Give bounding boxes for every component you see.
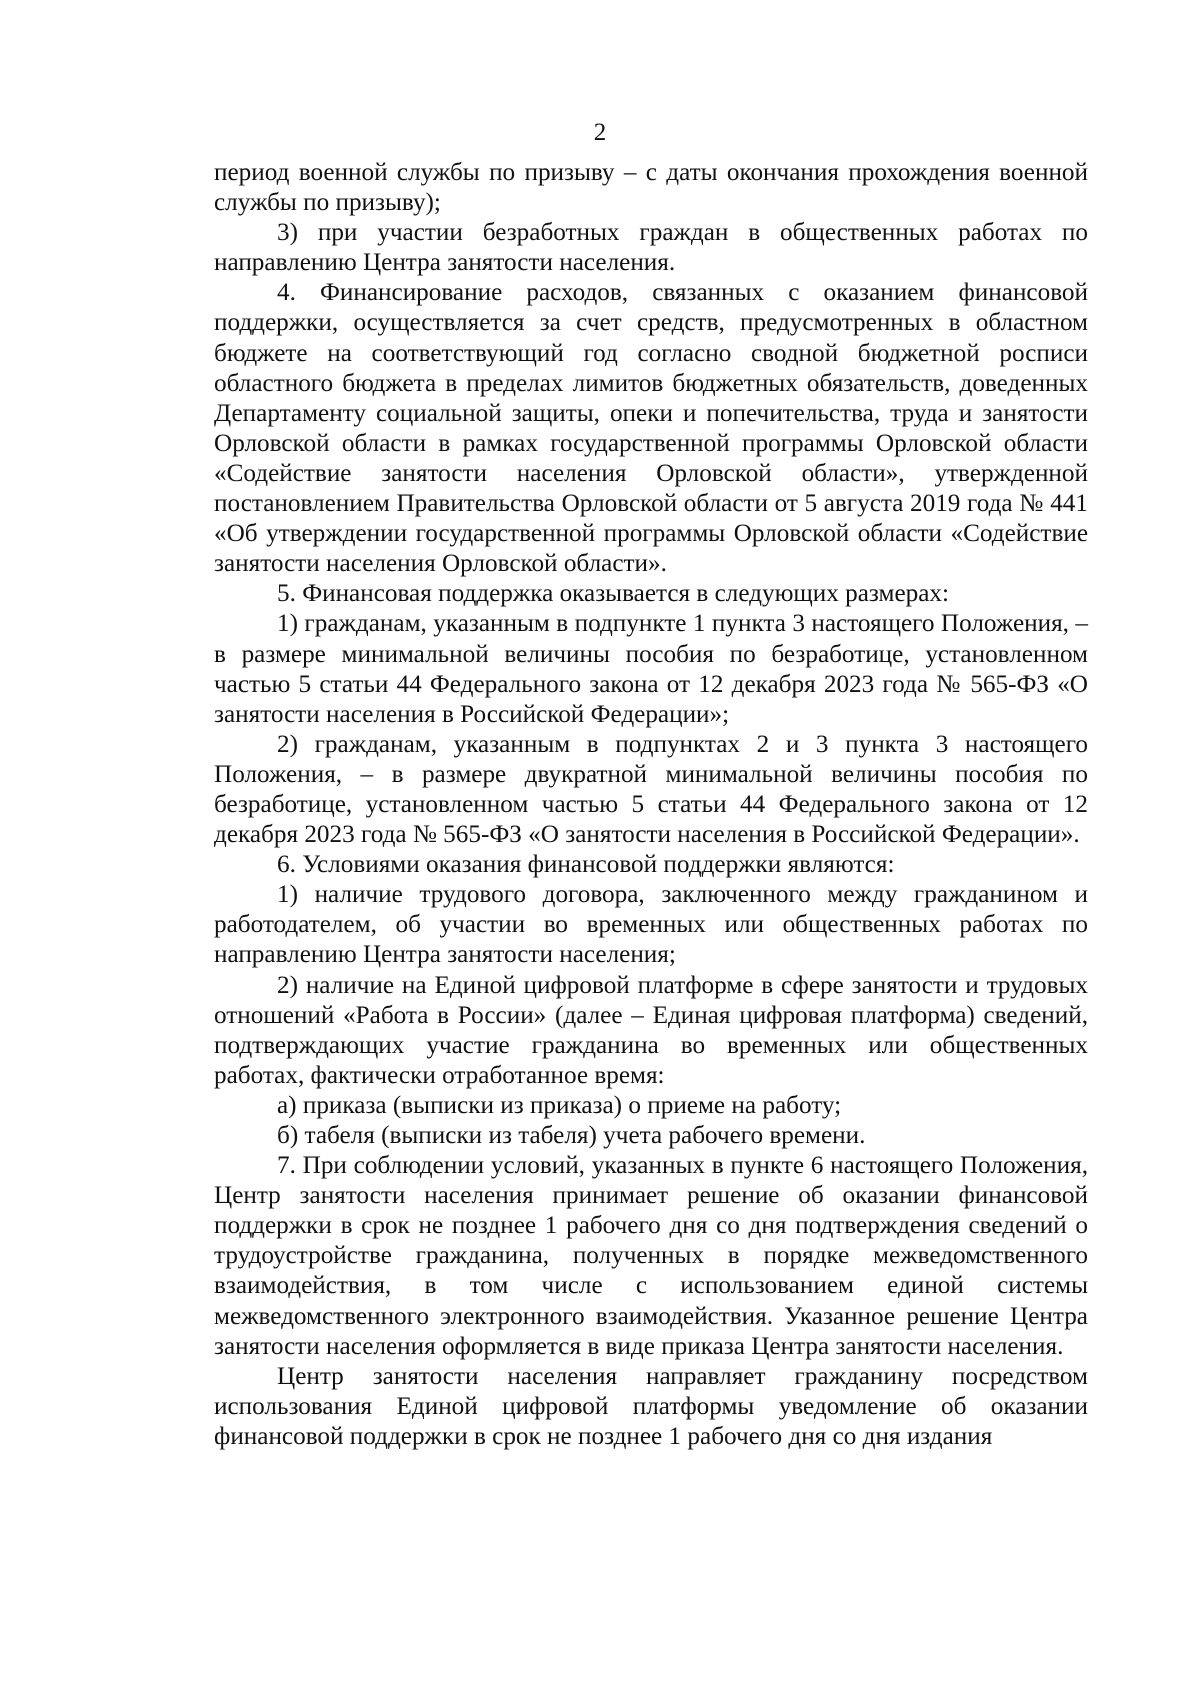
- paragraph-item-6-2-a: а) приказа (выписки из приказа) о приеме на работу;: [277, 1091, 842, 1119]
- paragraph-item-6-2: 2) наличие на Единой цифровой платформе в сфере занятости и трудовых отношений «Работа в России» (далее – Единая цифровая платформа) сведений, подтверждающих участие гражданина во временных или общественных работах, фактически отработанное время:: [214, 971, 1088, 1089]
- paragraph-notification: Центр занятости населения направляет гражданину посредством использования Единой цифровой платформы уведомление об оказании финансовой поддержки в срок не позднее 1 рабочего дня со дня издания: [214, 1362, 1088, 1450]
- paragraph-item-6-1: 1) наличие трудового договора, заключенного между гражданином и работодателем, об участии во временных или общественных работах по направлению Центра занятости населения;: [214, 881, 1088, 969]
- paragraph-item-3-3: 3) при участии безработных граждан в общественных работах по направлению Центра занятости населения.: [214, 219, 1088, 277]
- paragraph-item-6-2-b: б) табеля (выписки из табеля) учета рабочего времени.: [277, 1122, 866, 1149]
- paragraph-clause-7: 7. При соблюдении условий, указанных в пункте 6 настоящего Положения, Центр занятости населения принимает решение об оказании финансовой поддержки в срок не позднее 1 рабочего дня со дня подтверждения сведений о трудоустройстве гражданина, полученных в порядке межведомственного взаимодействия, в том числе с использованием единой системы межведомственного электронного взаимодействия. Указанное решение Центра занятости населения оформляется в виде приказа Центра занятости населения.: [214, 1152, 1088, 1360]
- paragraph-clause-6: 6. Условиями оказания финансовой поддержки являются:: [277, 851, 895, 879]
- paragraph-clause-4: 4. Финансирование расходов, связанных с оказанием финансовой поддержки, осуществляется за счет средств, предусмотренных в областном бюджете на соответствующий год согласно сводной бюджетной росписи областного бюджета в пределах лимитов бюджетных обязательств, доведенных Департаменту социальной защиты, опеки и попечительства, труда и занятости Орловской области в рамках государственной программы Орловской области «Содействие занятости населения Орловской области», утвержденной постановлением Правительства Орловской области от 5 августа 2019 года № 441 «Об утверждении государственной программы Орловской области «Содействие занятости населения Орловской области».: [214, 279, 1088, 578]
- paragraph-item-5-2: 2) гражданам, указанным в подпунктах 2 и 3 пункта 3 настоящего Положения, – в размере двукратной минимальной величины пособия по безработице, установленном частью 5 статьи 44 Федерального закона от 12 декабря 2023 года № 565-ФЗ «О занятости населения в Российской Федерации».: [214, 730, 1088, 849]
- document-body: [214, 158, 1088, 1452]
- paragraph-item-5-1: 1) гражданам, указанным в подпункте 1 пункта 3 настоящего Положения, – в размере минимальной величины пособия по безработице, установленном частью 5 статьи 44 Федерального закона от 12 декабря 2023 года № 565-ФЗ «О занятости населения в Российской Федерации»;: [214, 610, 1088, 728]
- paragraph-continuation: период военной службы по призыву – с даты окончания прохождения военной службы по призыву);: [214, 159, 1088, 217]
- paragraph-clause-5: 5. Финансовая поддержка оказывается в следующих размерах:: [277, 580, 950, 608]
- page-number: 2: [593, 119, 607, 146]
